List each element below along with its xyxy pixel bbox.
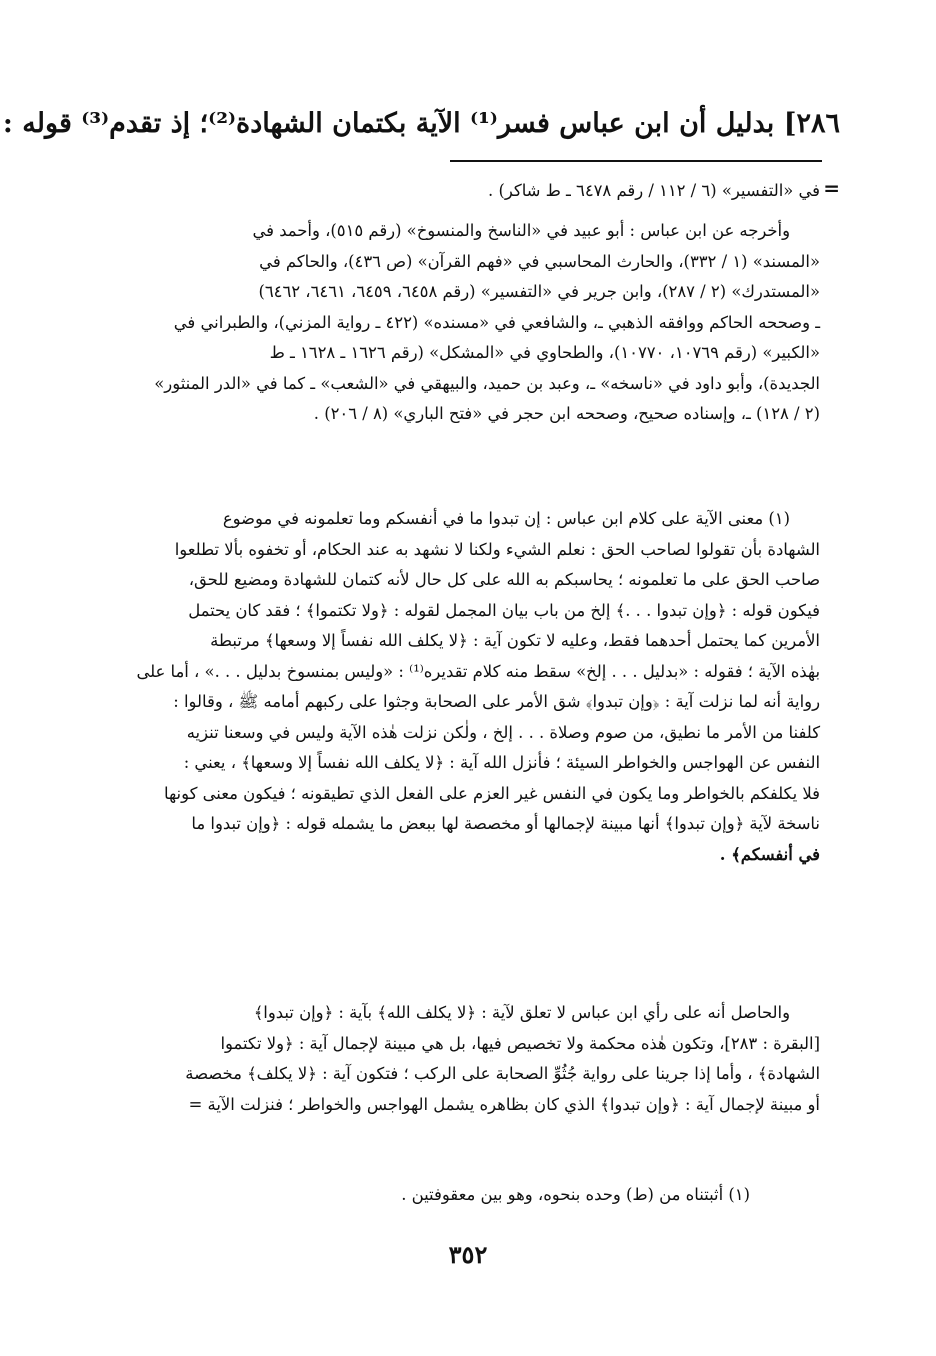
footnote-line: ناسخة لآية ﴿وإن تبدوا﴾ أنها مبينة لإجمالها أو مخصصة لها ببعض ما يشمله قوله : ﴿وإن تبدوا ما [191,814,820,833]
footnote-line: الأمرين كما يحتمل أحدهما فقط، وعليه لا تكون آية : ﴿لا يكلف الله نفساً إلا وسعها﴾ مرتبطة [210,631,820,650]
footnote-line: في «التفسير» (٦ / ١١٢ / رقم ٦٤٧٨ ـ ط شاكر) . [488,181,820,200]
footnote-line: الشهادة بأن تقولوا لصاحب الحق : نعلم الشيء ولكنا لا نشهد به عند الحكام، أو تخفوه بألا تطلعوا [174,539,820,559]
footnote-paragraph-sources [104,216,820,430]
page-number: ٣٥٢ [448,1240,488,1269]
footnote-paragraph-meaning [104,504,820,870]
heading-line [2,104,840,144]
footnote-line: (١) معنى الآية على كلام ابن عباس : إن تبدوا ما في أنفسكم وما تعلمونه في موضوع [222,509,790,528]
footnote-paragraph-summary [104,998,820,1120]
continuation-marker-top: = [823,176,840,200]
footnote-line: بهٰذه الآية ؛ فقوله : «بدليل . . . إلخ» سقط منه كلام تقديره⁽¹⁾ : «وليس بمنسوخ بدليل . . .» ، أما على [136,661,820,681]
footnote-line: «المستدرك» (٢ / ٢٨٧)، وابن جرير في «التفسير» (رقم ٦٤٥٨، ٦٤٥٩، ٦٤٦١، ٦٤٦٢) [258,282,820,301]
footnote-line: ـ وصححه الحاكم ووافقه الذهبي ـ، والشافعي في «مسنده» (٤٢٢ ـ رواية المزني)، والطبراني في [173,312,820,332]
heading-text: ٢٨٦] بدليل أن ابن عباس فسر⁽¹⁾ الآية بكتمان الشهادة⁽²⁾؛ إذ تقدم⁽³⁾ قوله : [2,108,840,139]
footnote-continuation [104,176,820,207]
footnote-line: فلا يكلفكم بالخواطر وما يكون في النفس غير العزم على الفعل الذي تطيقونه ؛ فيكون معنى كونها [164,783,820,803]
footnote-line: [البقرة : ٢٨٣]، وتكون هٰذه محكمة ولا تخصيص فيها، بل هي مبينة لإجمال آية : ﴿ولا تكتموا [220,1033,820,1053]
footnote-line: «المسند» (١ / ٣٣٢)، والحارث المحاسبي في «فهم القرآن» (ص ٤٣٦)، والحاكم في [259,251,820,271]
footnote-line: رواية أنه لما نزلت آية : ﴿وإن تبدوا﴾ شق الأمر على الصحابة وجثوا على ركبهم أمامه ﷺ ، وقالوا : [173,692,820,711]
footnote-line: في أنفسكم﴾ . [719,844,820,864]
footnote-line: والحاصل أنه على رأي ابن عباس لا تعلق لآية : ﴿لا يكلف الله﴾ بآية : ﴿وإن تبدوا﴾ [253,1003,790,1022]
footnote-line: (٢ / ١٢٨) ـ، وإسناده صحيح، وصححه ابن حجر في «فتح الباري» (٨ / ٢٠٦) . [313,404,820,423]
footnote-line: فيكون قوله : ﴿وإن تبدوا . . .﴾ إلخ من باب بيان المجمل لقوله : ﴿ولا تكتموا﴾ ؛ فقد كان يحتمل [188,600,820,620]
footnote-line: كلفنا من الأمر ما نطيق، من صوم وصلاة . . . إلخ ، ولٰكن نزلت هٰذه الآية وليس في وسعنا تنزيه [186,722,820,742]
footnote-line: صاحب الحق على ما تعلمونه ؛ يحاسبكم به الله على كل حال لأنه كتمان للشهادة ومضيع للحق، [188,570,820,589]
footnote-line: النفس عن الهواجس والخواطر السيئة ؛ فأنزل الله آية : ﴿لا يكلف الله نفساً إلا وسعها﴾ ، يعني : [183,753,820,772]
footnote-line: الشهادة﴾ ، وأما إذا جرينا على رواية جُثُوِّ الصحابة على الركب ؛ فتكون آية : ﴿لا يكلف﴾ مخصصة [185,1064,820,1083]
footnote-line: «الكبير» (رقم ١٠٧٦٩، ١٠٧٧٠)، والطحاوي في «المشكل» (رقم ١٦٢٦ ـ ١٦٢٨ ـ ط [269,343,820,362]
footnote-separator [450,160,822,162]
footnote-line: وأخرجه عن ابن عباس : أبو عبيد في «الناسخ والمنسوخ» (رقم ٥١٥)، وأحمد في [252,221,790,240]
footnote-line: الجديدة)، وأبو داود في «ناسخه» ـ، وعبد بن حميد، والبيهقي في «الشعب» ـ كما في «الدر المنثور» [154,373,820,393]
footnote-line: أو مبينة لإجمال آية : ﴿وإن تبدوا﴾ الذي كان بظاهره يشمل الهواجس والخواطر ؛ فنزلت الآية = [188,1094,820,1114]
subnote: (١) أثبتناه من (ط) وحده بنحوه، وهو بين معقوفتين . [401,1185,750,1204]
